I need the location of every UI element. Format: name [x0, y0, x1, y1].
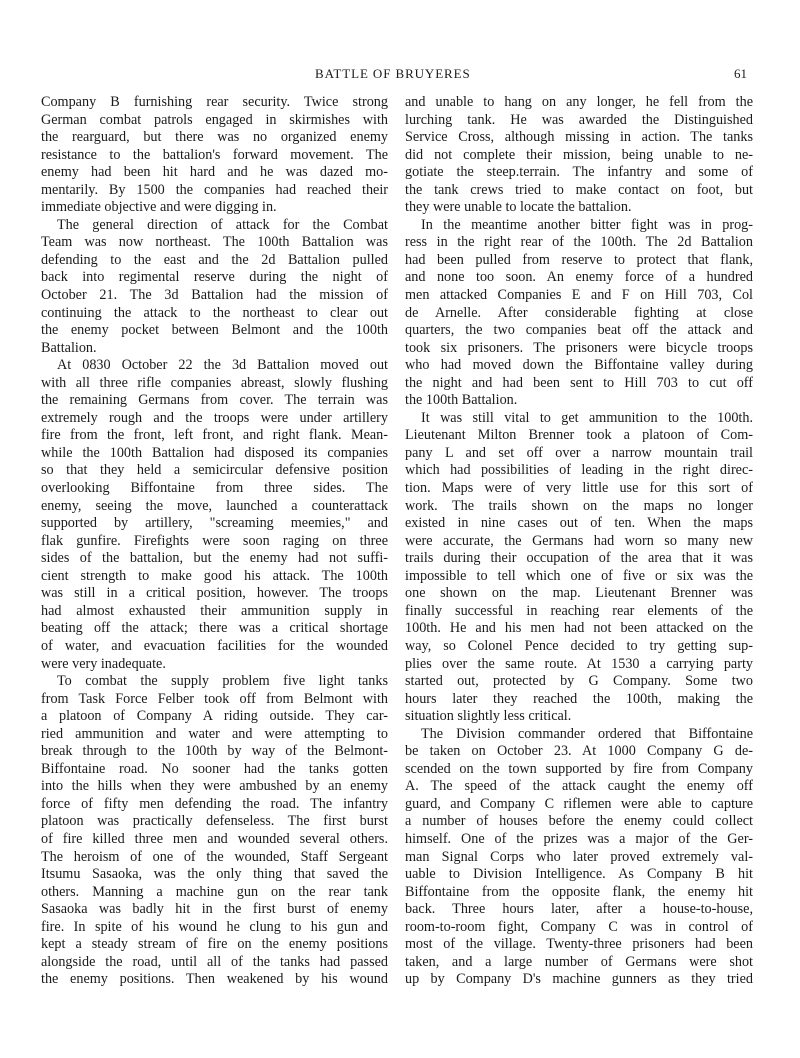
- text-line: flak gunfire. Firefights were soon raging on three: [41, 532, 388, 549]
- text-line: way, so Colonel Pence decided to try getting sup-: [405, 637, 753, 654]
- text-line: Itsumu Sasaoka, was the only thing that saved the: [41, 866, 388, 883]
- text-line: In the meantime another bitter fight was in prog-: [421, 216, 753, 233]
- text-line: alongside the road, until all of the tanks had passed: [41, 953, 388, 970]
- text-line: trails during their occupation of the area that it was: [405, 550, 753, 567]
- text-line: Sasaoka was badly hit in the first burst of enemy: [41, 901, 388, 918]
- text-line: into the hills when they were ambushed by an enemy: [41, 778, 388, 795]
- text-line: platoon was practically defenseless. The first burst: [41, 813, 388, 830]
- text-line: back. Three hours later, after a house-to-house,: [405, 901, 753, 918]
- text-line: men attacked Companies E and F on Hill 703, Col: [405, 287, 753, 304]
- text-line: had almost exhausted their ammunition supply in: [41, 602, 388, 619]
- page-number: 61: [734, 66, 747, 81]
- text-line: the 100th Battalion.: [405, 392, 518, 409]
- text-line: of water, and evacuation facilities for the wounded: [41, 637, 388, 654]
- text-line: ried ammunition and water and were attempting to: [41, 725, 388, 742]
- left-text-column: [41, 94, 388, 989]
- text-line: The Division commander ordered that Biffontaine: [421, 725, 753, 742]
- text-line: sides of the battalion, but the enemy had not suffi-: [41, 550, 388, 567]
- text-line: the remaining Germans from cover. The terrain was: [41, 392, 388, 409]
- text-line: supported by artillery, "screaming meemies," and: [41, 515, 388, 532]
- text-line: The heroism of one of the wounded, Staff Sergeant: [41, 848, 388, 865]
- text-line: finally successful in reaching rear elements of the: [405, 602, 753, 619]
- text-line: resistance to the battalion's forward movement. The: [41, 146, 388, 163]
- text-line: force of fifty men defending the road. The infantry: [41, 795, 388, 812]
- text-line: the rearguard, but there was no organized enemy: [41, 129, 388, 146]
- text-line: German combat patrols engaged in skirmishes with: [41, 111, 388, 128]
- text-line: a platoon of Company A riding outside. They car-: [41, 708, 388, 725]
- text-line: the enemy pocket between Belmont and the 100th: [41, 322, 388, 339]
- text-line: situation slightly less critical.: [405, 708, 572, 725]
- text-line: pany L and set off over a narrow mountain trail: [405, 444, 753, 461]
- text-line: took six prisoners. The prisoners were bicycle troops: [405, 339, 753, 356]
- text-line: man Signal Corps who later proved extremely val-: [405, 848, 753, 865]
- text-line: and unable to hang on any longer, he fell from the: [405, 94, 753, 110]
- running-title: BATTLE OF BRUYERES: [315, 66, 471, 81]
- text-line: 100th. He and his men had not been attacked on the: [405, 620, 753, 637]
- text-line: To combat the supply problem five light tanks: [57, 673, 388, 690]
- text-line: The general direction of attack for the Combat: [57, 216, 388, 233]
- text-line: defending to the east and the 2d Battalion pulled: [41, 251, 388, 268]
- text-line: the enemy positions. Then weakened by his wound: [41, 971, 388, 988]
- text-line: a number of houses before the enemy could collect: [405, 813, 753, 830]
- text-line: be taken on October 23. At 1000 Company G de-: [405, 743, 753, 760]
- text-line: cient strength to make good his attack. The 100th: [41, 567, 388, 584]
- text-line: taken, and a large number of Germans were shot: [405, 953, 753, 970]
- text-line: which had possibilities of leading in the right direc-: [405, 462, 753, 479]
- text-line: impossible to tell which one of five or six was the: [405, 567, 753, 584]
- text-line: Battalion.: [41, 339, 97, 356]
- text-line: kept a steady stream of fire on the enemy positions: [41, 936, 388, 953]
- text-line: the night and had been sent to Hill 703 to cut off: [405, 374, 753, 391]
- text-line: Biffontaine from the opposite flank, the enemy hit: [405, 883, 753, 900]
- text-line: they were unable to locate the battalion.: [405, 199, 632, 216]
- text-line: lurching tank. He was awarded the Distinguished: [405, 111, 753, 128]
- text-line: the tank crews tried to make contact on foot, but: [405, 181, 753, 198]
- text-line: gotiate the steep.terrain. The infantry and some of: [405, 164, 753, 181]
- text-line: work. The trails shown on the maps no longer: [405, 497, 753, 514]
- text-line: while the 100th Battalion had disposed its companies: [41, 444, 388, 461]
- text-line: was still in a critical position, however. The troops: [41, 585, 388, 602]
- text-line: most of the village. Twenty-three prisoners had been: [405, 936, 753, 953]
- text-line: break through to the 100th by way of the Belmont-: [41, 743, 388, 760]
- text-line: others. Manning a machine gun on the rear tank: [41, 883, 388, 900]
- text-line: hours later they reached the 100th, making the: [405, 690, 753, 707]
- text-line: started out, protected by G Company. Some two: [405, 673, 753, 690]
- text-line: and none too soon. An enemy force of a hundred: [405, 269, 753, 286]
- text-line: existed in nine cases out of ten. When the maps: [405, 515, 753, 532]
- text-line: did not complete their mission, being unable to ne-: [405, 146, 753, 163]
- text-line: fire. In spite of his wound he clung to his gun and: [41, 918, 388, 935]
- text-line: October 21. The 3d Battalion had the mission of: [41, 287, 388, 304]
- text-line: back into regimental reserve during the night of: [41, 269, 388, 286]
- right-text-column: [405, 94, 753, 989]
- running-header: [0, 66, 800, 86]
- text-line: from Task Force Felber took off from Belmont with: [41, 690, 388, 707]
- text-line: enemy had been hit hard and he was dazed mo-: [41, 164, 388, 181]
- text-line: Service Cross, although missing in action. The tanks: [405, 129, 753, 146]
- text-line: guard, and Company C riflemen were able to capture: [405, 795, 753, 812]
- text-line: A. The speed of the attack caught the enemy off: [405, 778, 753, 795]
- text-line: beating off the attack; there was a critical shortage: [41, 620, 388, 637]
- text-line: himself. One of the prizes was a major of the Ger-: [405, 830, 753, 847]
- text-line: plies over the same route. At 1530 a carrying party: [405, 655, 753, 672]
- text-line: overlooking Biffontaine from three sides. The: [41, 480, 388, 497]
- text-line: scended on the town supported by fire from Company: [405, 760, 753, 777]
- text-line: extremely rough and the troops were under artillery: [41, 409, 388, 426]
- text-line: so that they held a semicircular defensive position: [41, 462, 388, 479]
- text-line: de Arnelle. After considerable fighting at close: [405, 304, 753, 321]
- text-line: immediate objective and were digging in.: [41, 199, 277, 216]
- text-line: fire from the front, left front, and right flank. Mean-: [41, 427, 388, 444]
- text-line: tion. Maps were of very little use for this sort of: [405, 480, 753, 497]
- text-line: mentarily. By 1500 the companies had reached their: [41, 181, 388, 198]
- text-line: Company B furnishing rear security. Twice strong: [41, 94, 388, 110]
- text-line: who had moved down the Biffontaine valley during: [405, 357, 753, 374]
- text-line: up by Company D's machine gunners as they tried: [405, 971, 753, 988]
- text-line: enemy, seeing the move, launched a counterattack: [41, 497, 388, 514]
- text-line: were very inadequate.: [41, 655, 166, 672]
- text-line: Biffontaine road. No sooner had the tanks gotten: [41, 760, 388, 777]
- text-line: ress in the right rear of the 100th. The 2d Battalion: [405, 234, 753, 251]
- text-line: with all three rifle companies abreast, slowly flushing: [41, 374, 388, 391]
- text-line: Lieutenant Milton Brenner took a platoon of Com-: [405, 427, 753, 444]
- text-line: one shown on the map. Lieutenant Brenner was: [405, 585, 753, 602]
- text-line: were accurate, the Germans had worn so many new: [405, 532, 753, 549]
- text-line: It was still vital to get ammunition to the 100th.: [421, 409, 753, 426]
- text-line: continuing the attack to the northeast to clear out: [41, 304, 388, 321]
- text-line: At 0830 October 22 the 3d Battalion moved out: [57, 357, 388, 374]
- text-line: room-to-room fight, Company C was in control of: [405, 918, 753, 935]
- text-line: Team was now northeast. The 100th Battalion was: [41, 234, 388, 251]
- text-line: uable to Division Intelligence. As Company B hit: [405, 866, 753, 883]
- text-line: quarters, the two companies beat off the attack and: [405, 322, 753, 339]
- text-line: of fire killed three men and wounded several others.: [41, 830, 388, 847]
- text-line: had been pulled from reserve to protect that flank,: [405, 251, 753, 268]
